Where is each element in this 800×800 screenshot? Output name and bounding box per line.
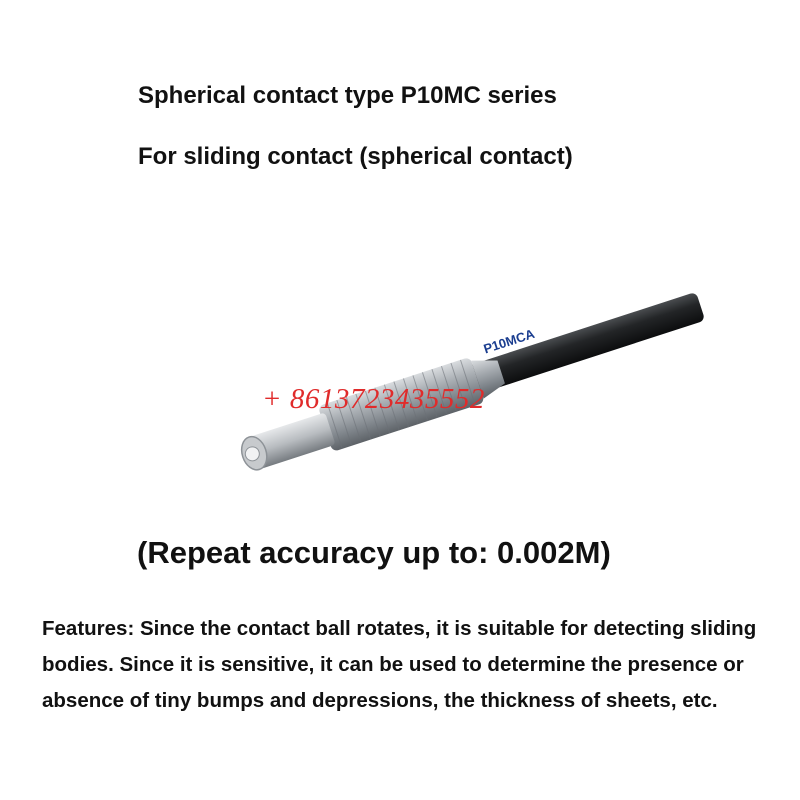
- phone-watermark: + 8613723435552: [262, 383, 485, 415]
- features-text: Features: Since the contact ball rotates, it is suitable for detecting sliding bodies. Since it is sensitive, it can be used to determine the presence or absence of tiny bumps and depressions, the thickness of sheets, etc.: [42, 617, 757, 712]
- product-title: Spherical contact type P10MC series: [138, 82, 557, 109]
- product-subtitle: For sliding contact (spherical contact): [138, 143, 573, 170]
- accuracy-note: (Repeat accuracy up to: 0.002M): [137, 535, 611, 570]
- cable-label: P10MCA: [481, 325, 537, 357]
